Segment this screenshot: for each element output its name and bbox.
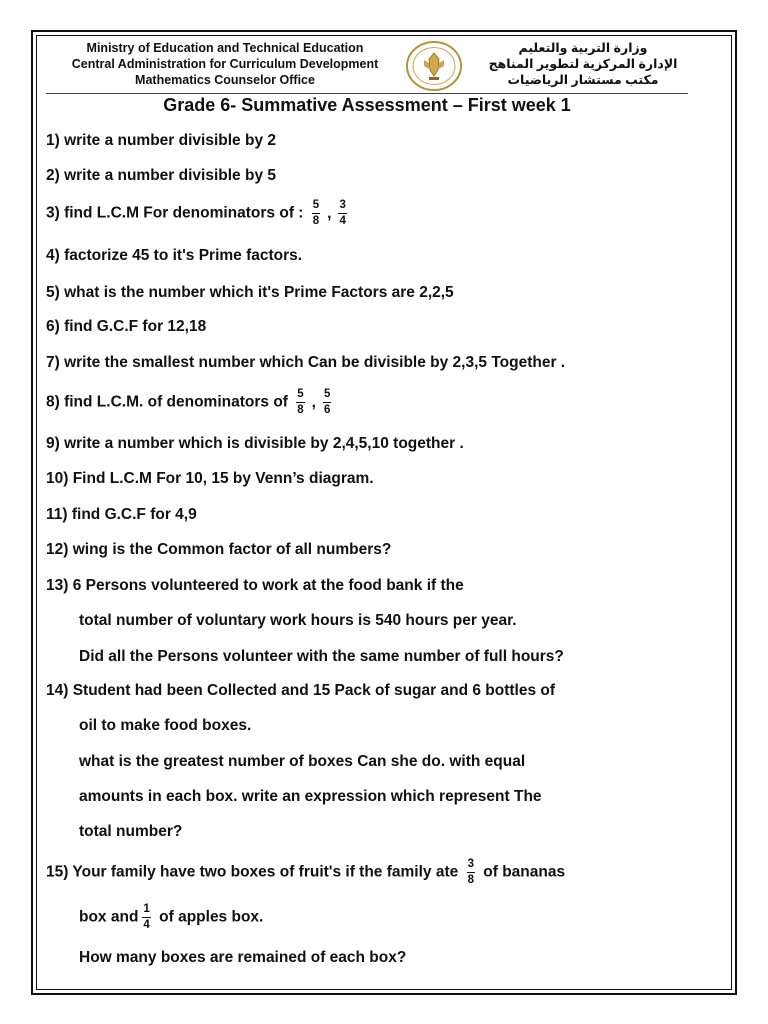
fraction (467, 858, 475, 887)
question-1: 1) write a number divisible by 2 (46, 132, 276, 149)
administration-name: Central Administration for Curriculum Development (71, 57, 379, 71)
question-14-line-1: 14) Student had been Collected and 15 Pack of sugar and 6 bottles of (46, 682, 556, 699)
question-8 (46, 388, 335, 417)
denominator: 4 (339, 215, 346, 227)
question-3-text: 3) find L.C.M For denominators of : (46, 204, 304, 222)
page-title: Grade 6- Summative Assessment – First week 1 (163, 95, 571, 115)
fraction (142, 903, 150, 932)
fraction (323, 388, 331, 417)
question-15-line-2-start: box and (79, 908, 139, 926)
separator: , (327, 204, 332, 222)
numerator: 1 (142, 903, 150, 918)
question-15-text-end: of bananas (483, 863, 566, 881)
denominator: 8 (312, 215, 320, 227)
ministry-name-ar: وزارة التربية والتعليم (518, 41, 648, 55)
denominator: 4 (143, 919, 150, 931)
numerator: 5 (312, 199, 320, 214)
question-14-line-4: amounts in each box. write an expression which represent The (79, 788, 542, 805)
question-6: 6) find G.C.F for 12,18 (46, 318, 207, 335)
question-15-line-2-end: of apples box. (159, 908, 264, 926)
ministry-name: Ministry of Education and Technical Education (86, 41, 364, 55)
numerator: 5 (323, 388, 331, 403)
question-3 (46, 199, 351, 228)
question-15-line-2 (79, 903, 263, 932)
question-13-line-2: total number of voluntary work hours is 540 hours per year. (79, 612, 517, 629)
header-arabic (478, 40, 688, 88)
numerator: 5 (296, 388, 304, 403)
fraction (338, 199, 346, 228)
numerator: 3 (467, 858, 475, 873)
separator: , (311, 393, 316, 411)
question-4: 4) factorize 45 to it's Prime factors. (46, 247, 303, 264)
question-15-line-3: How many boxes are remained of each box? (79, 949, 407, 966)
question-7: 7) write the smallest number which Can be divisible by 2,3,5 Together . (46, 354, 566, 371)
question-9: 9) write a number which is divisible by 2,4,5,10 together . (46, 435, 464, 452)
question-15-line-1 (46, 858, 565, 887)
numerator: 3 (338, 199, 346, 214)
denominator: 6 (323, 404, 331, 416)
question-14-line-3: what is the greatest number of boxes Can she do. with equal (79, 753, 526, 770)
question-15-text: 15) Your family have two boxes of fruit's if the family ate (46, 863, 459, 881)
office-name-ar: مكتب مستشار الرياضيات (507, 73, 659, 87)
question-5: 5) what is the number which it's Prime Factors are 2,2,5 (46, 284, 454, 301)
denominator: 8 (467, 874, 474, 886)
ministry-seal-icon (405, 40, 463, 92)
question-13-line-1: 13) 6 Persons volunteered to work at the food bank if the (46, 577, 464, 594)
office-name: Mathematics Counselor Office (135, 73, 315, 87)
question-8-text: 8) find L.C.M. of denominators of (46, 393, 288, 411)
question-2: 2) write a number divisible by 5 (46, 167, 276, 184)
administration-name-ar: الإدارة المركزية لتطوير المناهج (488, 57, 678, 71)
question-12: 12) wing is the Common factor of all numbers? (46, 541, 392, 558)
question-11: 11) find G.C.F for 4,9 (46, 506, 197, 523)
question-13-line-3: Did all the Persons volunteer with the same number of full hours? (79, 648, 564, 665)
question-14-line-5: total number? (79, 823, 183, 840)
header-english (60, 40, 390, 88)
fraction (312, 199, 320, 228)
denominator: 8 (297, 404, 304, 416)
fraction (296, 388, 304, 417)
question-10: 10) Find L.C.M For 10, 15 by Venn’s diagram. (46, 470, 374, 487)
question-14-line-2: oil to make food boxes. (79, 717, 252, 734)
